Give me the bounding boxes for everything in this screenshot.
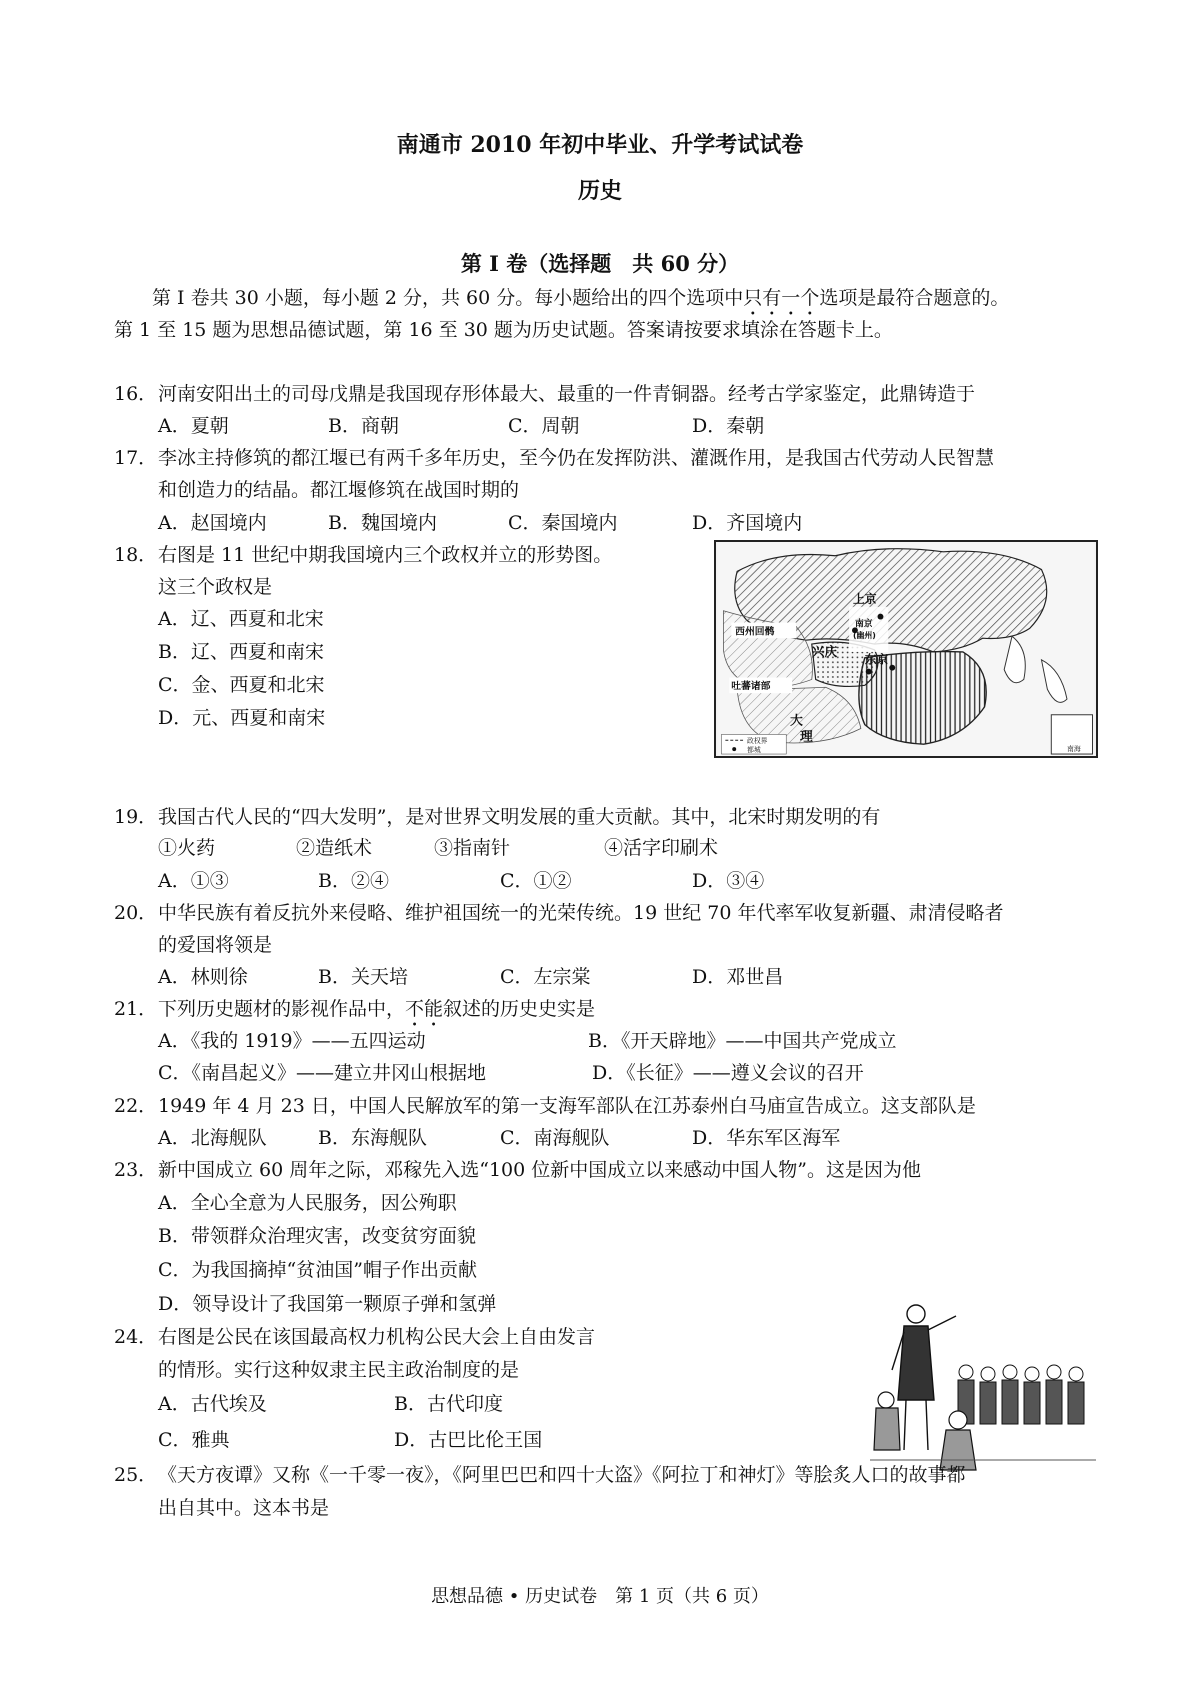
question-text: 新中国成立 60 周年之际，邓稼先入选“100 位新中国成立以来感动中国人物”。这是因为他 xyxy=(158,1159,921,1181)
option: B．②④ xyxy=(318,870,389,892)
option: A．夏朝 xyxy=(158,415,229,437)
list-item: ④活字印刷术 xyxy=(604,837,719,859)
section-heading: 第 Ⅰ 卷（选择题 共 60 分） xyxy=(460,251,740,276)
option: A．古代埃及 xyxy=(158,1393,267,1415)
option: D．齐国境内 xyxy=(692,512,803,534)
page-footer: 思想品德 • 历史试卷 第 1 页（共 6 页） xyxy=(431,1586,769,1607)
option: B．东海舰队 xyxy=(318,1127,427,1149)
option: C．秦国境内 xyxy=(508,512,618,534)
map-label: 理 xyxy=(799,729,813,745)
question-text: 右图是公民在该国最高权力机构公民大会上自由发言 xyxy=(158,1326,596,1348)
option: A．全心全意为人民服务，因公殉职 xyxy=(158,1192,457,1214)
emphasis-char: 有 xyxy=(762,287,782,309)
option: C．周朝 xyxy=(508,415,580,437)
emphasis-char: 个 xyxy=(800,287,820,309)
question-text: 1949 年 4 月 23 日，中国人民解放军的第一支海军部队在江苏泰州白马庙宣告成立。这支部队是 xyxy=(158,1095,976,1117)
question-number: 23． xyxy=(114,1159,158,1181)
question-text: 下列历史题材的影视作品中，不能叙述的历史史实是 xyxy=(158,998,596,1020)
option: A．《我的 1919》——五四运动 xyxy=(158,1030,426,1052)
option: D．领导设计了我国第一颗原子弹和氢弹 xyxy=(158,1293,497,1315)
question-number: 18． xyxy=(114,544,158,566)
emphasis-char: 只 xyxy=(743,287,763,309)
song-liao-xixia-map xyxy=(714,540,1098,758)
option: B．商朝 xyxy=(328,415,399,437)
option: A．辽、西夏和北宋 xyxy=(158,608,324,630)
list-item: ③指南针 xyxy=(434,837,511,859)
option: B．带领群众治理灾害，改变贫穷面貌 xyxy=(158,1225,476,1247)
question-text: 这三个政权是 xyxy=(158,576,273,598)
list-item: ②造纸术 xyxy=(296,837,373,859)
option: D．华东军区海军 xyxy=(692,1127,841,1149)
question-text: 河南安阳出土的司母戊鼎是我国现存形体最大、最重的一件青铜器。经考古学家鉴定，此鼎铸造于 xyxy=(158,383,976,405)
option: C．南海舰队 xyxy=(500,1127,610,1149)
option: B．辽、西夏和南宋 xyxy=(158,641,324,663)
option: B．《开天辟地》——中国共产党成立 xyxy=(588,1030,897,1052)
option: C．《南昌起义》——建立井冈山根据地 xyxy=(158,1062,487,1084)
map-label: 大 xyxy=(790,713,803,729)
emphasis-char: 能 xyxy=(424,998,444,1020)
question-text: 和创造力的结晶。都江堰修筑在战国时期的 xyxy=(158,479,520,501)
list-item: ①火药 xyxy=(158,837,216,859)
question-number: 16． xyxy=(114,383,158,405)
question-text: 的情形。实行这种奴隶主民主政治制度的是 xyxy=(158,1359,520,1381)
question-text: 我国古代人民的“四大发明”，是对世界文明发展的重大贡献。其中，北宋时期发明的有 xyxy=(158,806,881,828)
map-label: 西州回鹘 xyxy=(735,626,775,638)
map-label: 吐蕃诸部 xyxy=(731,681,771,693)
option: D．古巴比伦王国 xyxy=(394,1429,543,1451)
option: D．《长征》——遵义会议的召开 xyxy=(592,1062,864,1084)
instructions-line-2: 第 1 至 15 题为思想品德试题，第 16 至 30 题为历史试题。答案请按要求填涂在答题卡上。 xyxy=(114,319,893,341)
map-label: (幽州) xyxy=(852,631,876,641)
question-text: 右图是 11 世纪中期我国境内三个政权并立的形势图。 xyxy=(158,544,613,566)
question-number: 22． xyxy=(114,1095,158,1117)
illustration-figure xyxy=(870,1300,1096,1475)
question-number: 17． xyxy=(114,447,158,469)
option: D．秦朝 xyxy=(692,415,765,437)
legend-label: 都城 xyxy=(746,746,761,755)
question-number: 20． xyxy=(114,902,158,924)
question-number: 21． xyxy=(114,998,158,1020)
exam-subject: 历史 xyxy=(577,178,622,204)
option: C．左宗棠 xyxy=(500,966,591,988)
map-figure xyxy=(716,542,1096,756)
question-number: 19． xyxy=(114,806,158,828)
question-text: 出自其中。这本书是 xyxy=(158,1497,330,1519)
legend-label: 政权界 xyxy=(746,737,768,746)
option: A．①③ xyxy=(158,870,229,892)
map-label: 南京 xyxy=(854,619,873,630)
option: B．古代印度 xyxy=(394,1393,503,1415)
option: D．邓世昌 xyxy=(692,966,784,988)
instructions-line-1: 第 Ⅰ 卷共 30 小题，每小题 2 分，共 60 分。每小题给出的四个选项中只有一个选项是最符合题意的。 xyxy=(152,287,1010,309)
emphasis-char: 不 xyxy=(405,998,425,1020)
option: D．③④ xyxy=(692,870,765,892)
emphasis-char: 一 xyxy=(781,287,801,309)
option: C．雅典 xyxy=(158,1429,230,1451)
option: D．元、西夏和南宋 xyxy=(158,707,326,729)
question-text: 《天方夜谭》又称《一千零一夜》，《阿里巴巴和四十大盗》《阿拉丁和神灯》等脍炙人口的故事都 xyxy=(158,1464,966,1486)
option: A．北海舰队 xyxy=(158,1127,267,1149)
option: C．金、西夏和北宋 xyxy=(158,674,325,696)
corner-label: 南海 xyxy=(1066,745,1081,754)
option: B．关天培 xyxy=(318,966,408,988)
option: A．林则徐 xyxy=(158,966,248,988)
map-label: 东京 xyxy=(864,652,889,667)
option: C．为我国摘掉“贫油国”帽子作出贡献 xyxy=(158,1259,477,1281)
question-text: 的爱国将领是 xyxy=(158,934,273,956)
map-label: 上京 xyxy=(852,591,877,606)
option: A．赵国境内 xyxy=(158,512,267,534)
option: C．①② xyxy=(500,870,572,892)
question-number: 24． xyxy=(114,1326,158,1348)
question-number: 25． xyxy=(114,1464,158,1486)
exam-title: 南通市 2010 年初中毕业、升学考试试卷 xyxy=(396,132,804,158)
question-text: 李冰主持修筑的都江堰已有两千多年历史，至今仍在发挥防洪、灌溉作用，是我国古代劳动人民智慧 xyxy=(158,447,995,469)
question-text: 中华民族有着反抗外来侵略、维护祖国统一的光荣传统。19 世纪 70 年代率军收复新疆、肃清侵略者 xyxy=(158,902,1004,924)
option: B．魏国境内 xyxy=(328,512,437,534)
map-label: 兴庆 xyxy=(811,644,838,660)
athens-assembly-illustration xyxy=(870,1300,1096,1475)
